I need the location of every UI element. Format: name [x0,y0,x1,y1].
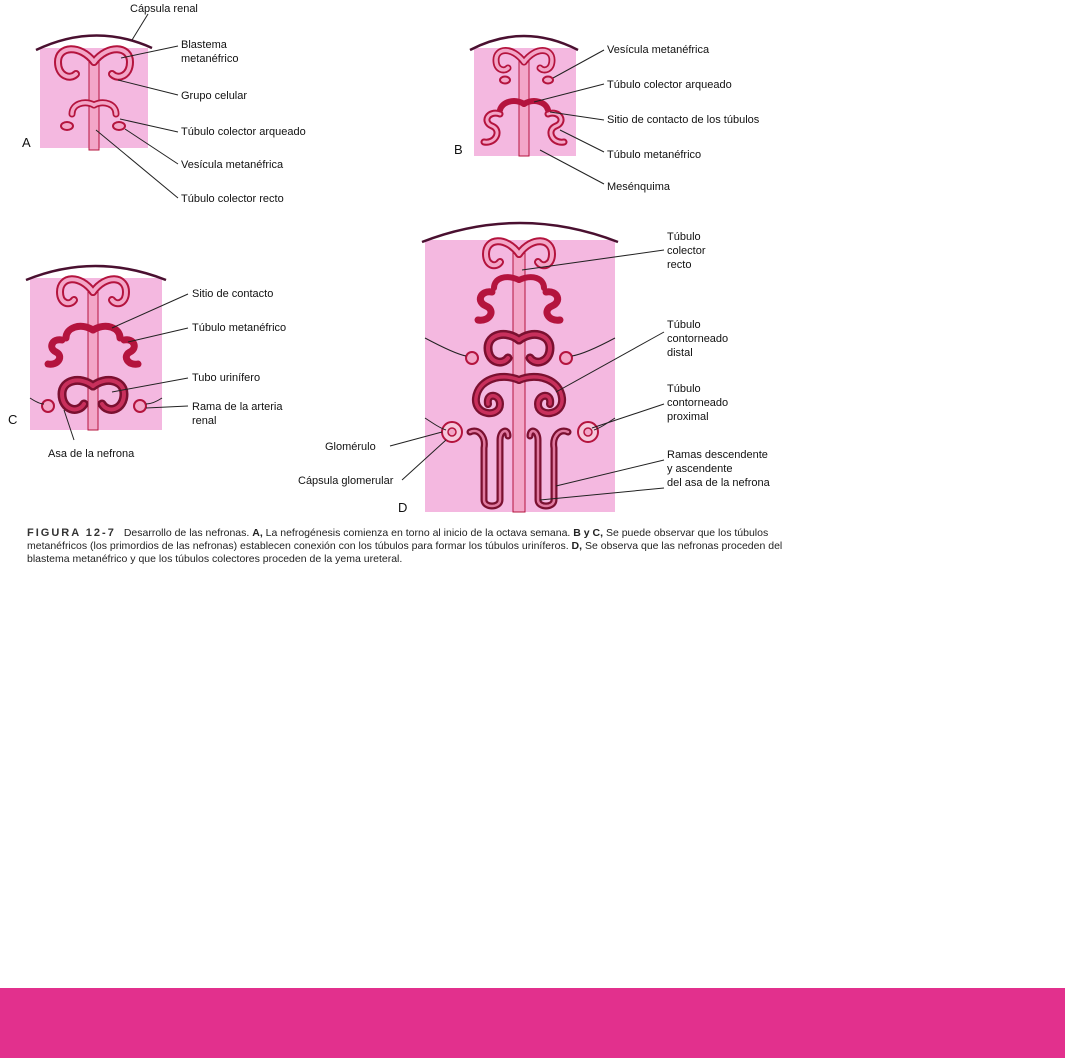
label-d-ramas-1: Ramas descendente [667,449,768,461]
panel-a-renal-capsule [36,35,152,50]
label-blastema-1: Blastema [181,39,227,51]
panel-c-drawing [26,266,188,440]
panel-letter-b: B [454,142,463,157]
caption-text-3: Se puede observar que los túbulos metanéfricos (los primordios de las nefronas) establecen conexión con los túbulos para formar los túbulos uriníferos. [27,527,769,552]
label-b-sitio-contacto: Sitio de contacto de los túbulos [607,114,760,126]
panel-b-renal-capsule [470,36,578,50]
label-c-tubo-urinifero: Tubo urinífero [192,372,261,384]
label-d-recto-3: recto [667,259,692,271]
panel-letter-c: C [8,412,18,427]
panel-c-renal-capsule [26,266,166,280]
bottom-color-bar [0,988,1065,1058]
caption-bold-d: D, [571,540,583,552]
caption-text-4: Se observa que las nefronas proceden del blastema metanéfrico y que los túbulos colectores proceden de la yema ureteral. [27,540,783,565]
panel-a-drawing [36,14,178,198]
label-d-capsula-glomerular: Cápsula glomerular [298,475,394,487]
label-c-sitio-contacto: Sitio de contacto [192,288,274,300]
label-b-tubulo-metanefrico: Túbulo metanéfrico [607,149,702,161]
label-c-tubulo-metanefrico: Túbulo metanéfrico [192,322,287,334]
label-grupo-celular: Grupo celular [181,90,248,102]
label-b-vesicula: Vesícula metanéfrica [607,44,710,56]
label-a-vesicula: Vesícula metanéfrica [181,159,284,171]
label-capsula-renal: Cápsula renal [130,3,198,15]
label-d-proximal-1: Túbulo [667,383,701,395]
panel-d-drawing [390,223,664,512]
label-a-tubulo-recto: Túbulo colector recto [181,193,284,205]
label-blastema-2: metanéfrico [181,53,239,65]
label-d-recto-1: Túbulo [667,231,701,243]
panel-b-drawing [470,36,604,184]
figure-number: FIGURA 12-7 [27,527,116,539]
label-c-rama-2: renal [192,415,217,427]
label-d-ramas-3: del asa de la nefrona [667,477,770,489]
panel-letter-d: D [398,500,408,515]
label-d-ramas-2: y ascendente [667,463,733,475]
label-d-proximal-3: proximal [667,411,709,423]
caption-bold-a: A, [252,527,263,539]
label-a-tubulo-arqueado: Túbulo colector arqueado [181,126,306,138]
panel-d-renal-capsule [422,223,618,242]
label-c-rama-1: Rama de la arteria [192,401,283,413]
panel-a-vesicle-right [113,122,125,130]
caption-text-2: La nefrogénesis comienza en torno al inicio de la octava semana. [262,527,574,539]
label-b-tubulo-arqueado: Túbulo colector arqueado [607,79,732,91]
label-c-asa: Asa de la nefrona [48,448,135,460]
caption-text-1: Desarrollo de las nefronas. [123,527,253,539]
label-b-mesenquima: Mesénquima [607,181,670,193]
label-d-glomerulo: Glomérulo [325,441,376,453]
figure-caption [27,527,787,566]
caption-bold-bc: B y C, [573,527,604,539]
label-d-proximal-2: contorneado [667,397,729,409]
label-d-distal-3: distal [667,347,693,359]
label-d-distal-2: contorneado [667,333,729,345]
label-d-distal-1: Túbulo [667,319,701,331]
panel-letter-a: A [22,135,31,150]
label-d-recto-2: colector [667,245,706,257]
panel-a-vesicle-left [61,122,73,130]
